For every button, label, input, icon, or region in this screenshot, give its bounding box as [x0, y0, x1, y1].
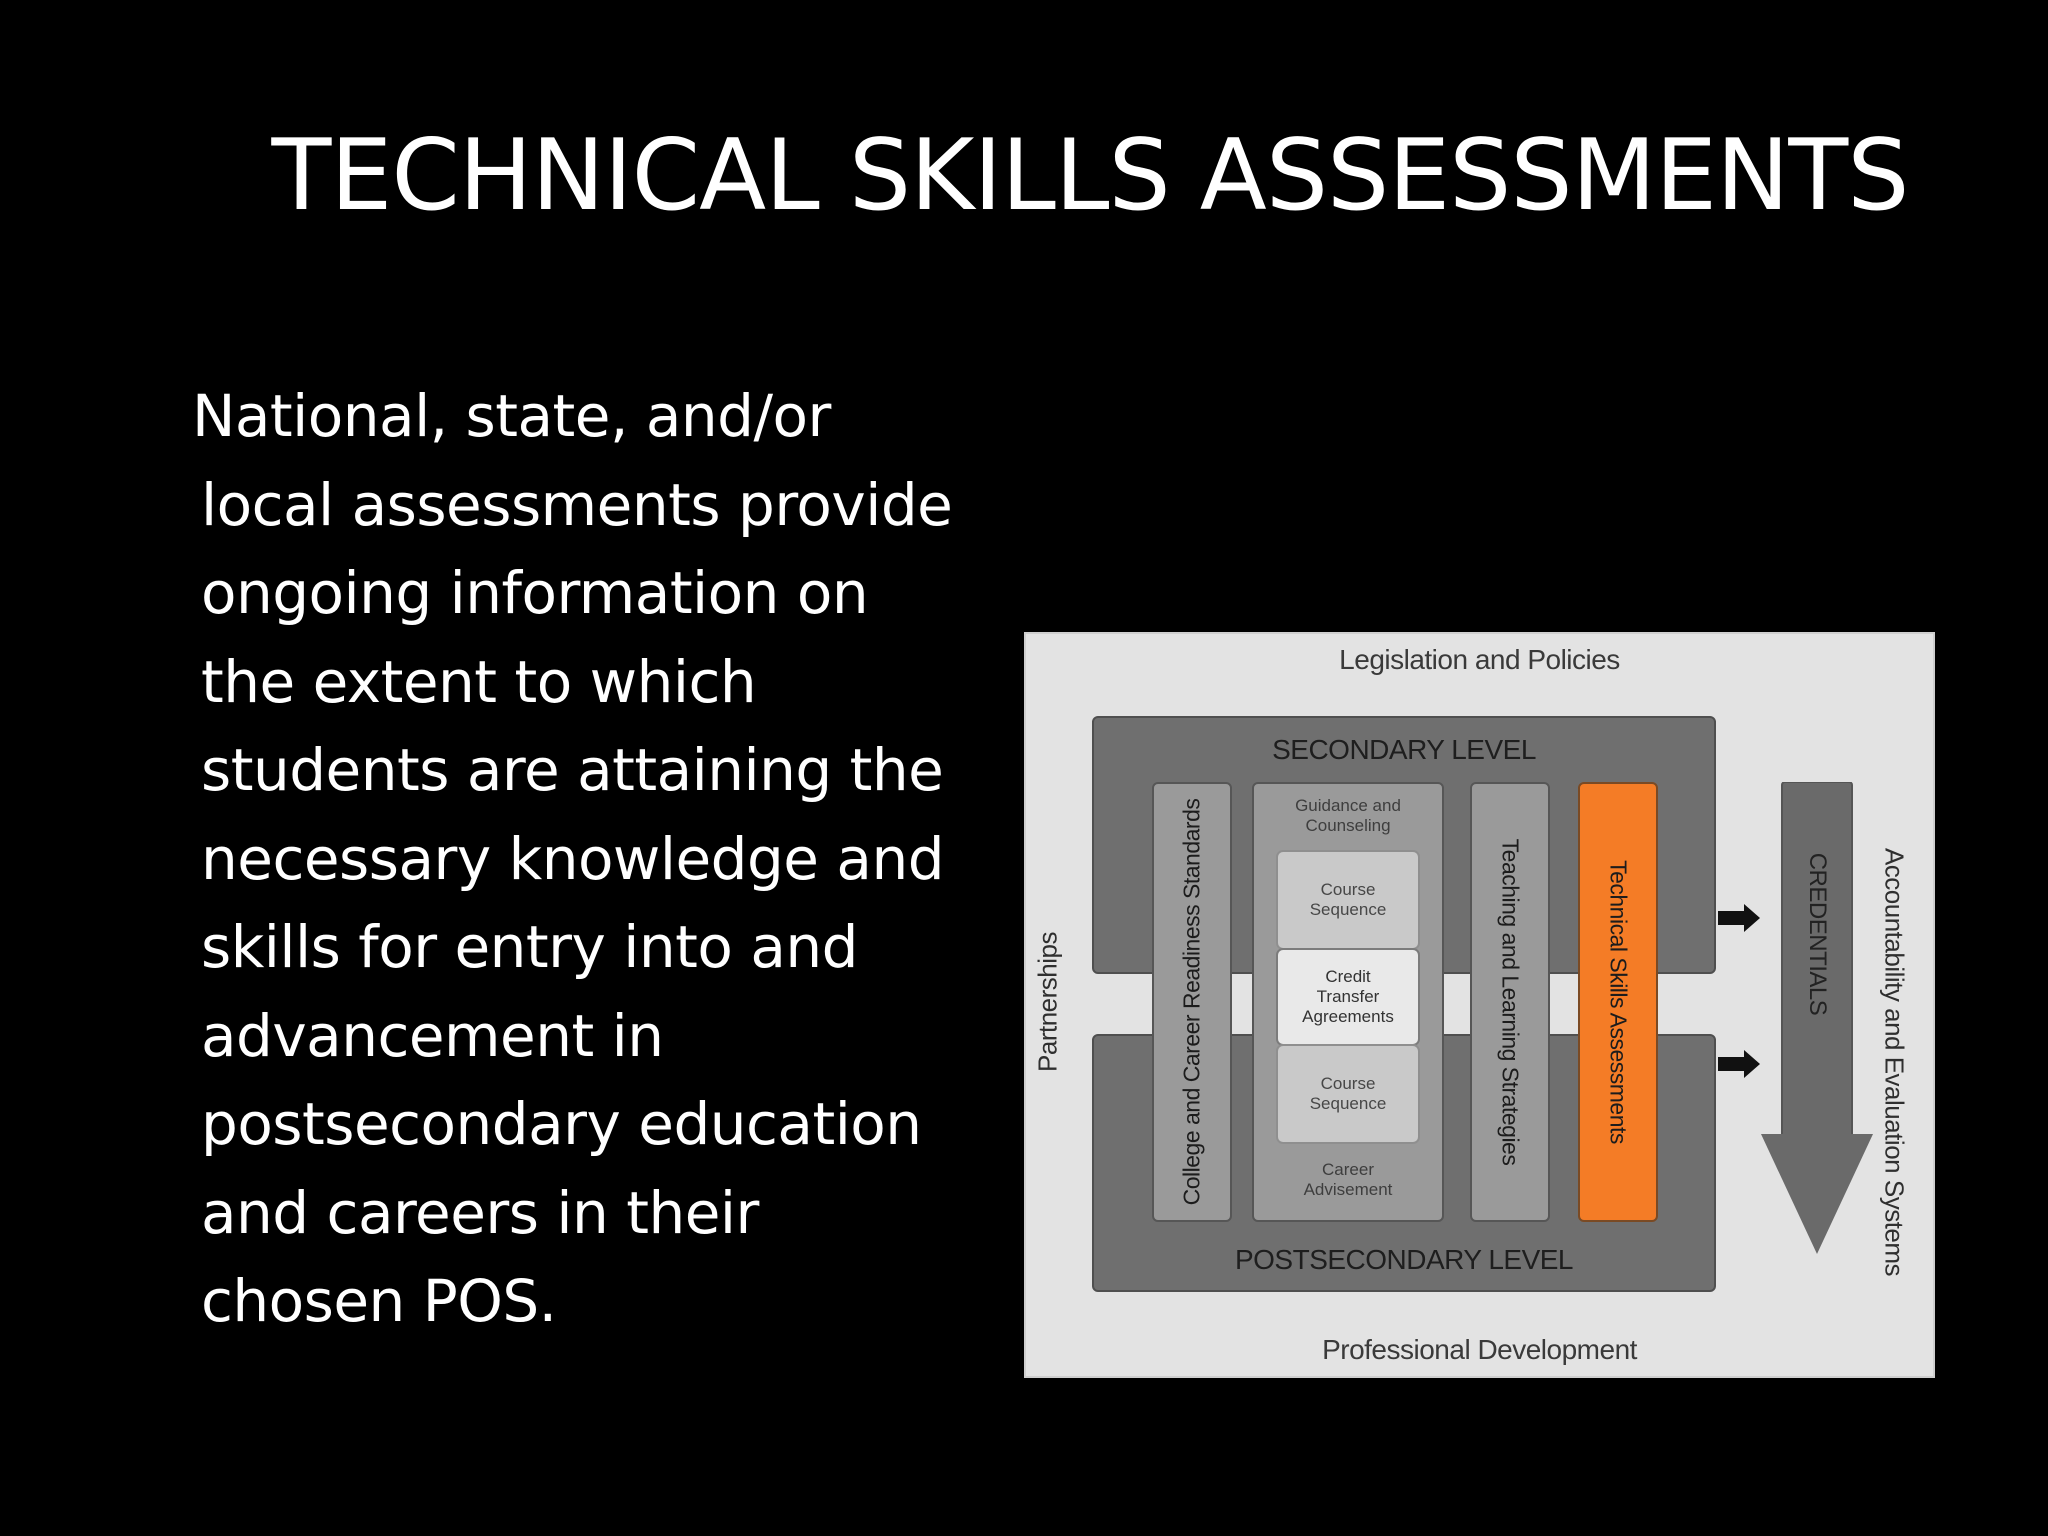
- body-line: advancement in: [201, 1001, 664, 1070]
- college-career-standards-label: College and Career Readiness Standards: [1178, 798, 1205, 1206]
- accountability-label: Accountability and Evaluation Systems: [1879, 847, 1910, 1277]
- technical-skills-label: Technical Skills Assessments: [1605, 860, 1632, 1144]
- credit-transfer-label: Credit Transfer Agreements: [1302, 967, 1394, 1026]
- body-line: local assessments provide: [201, 470, 953, 539]
- body-line: ongoing information on: [201, 559, 869, 627]
- course-sequence-card-top: [1276, 850, 1420, 950]
- partnerships-label: Partnerships: [1032, 932, 1063, 1072]
- body-line: students are attaining the: [201, 736, 944, 804]
- arrow-right-icon: [1718, 904, 1760, 932]
- course-sequence-card-bottom: [1276, 1044, 1420, 1144]
- body-text: [192, 372, 1012, 1346]
- body-line: the extent to which: [201, 647, 757, 716]
- postsecondary-level-label: POSTSECONDARY LEVEL: [1234, 1244, 1574, 1275]
- slide-title: TECHNICAL SKILLS ASSESSMENTS: [271, 119, 1909, 233]
- credentials-label: CREDENTIALS: [1804, 852, 1831, 1016]
- body-line: National, state, and/or: [192, 382, 831, 450]
- career-advisement-caption: Career Advisement: [1303, 1160, 1393, 1199]
- professional-development-label: Professional Development: [1322, 1334, 1637, 1365]
- college-career-standards-column: [1152, 782, 1232, 1222]
- body-line: skills for entry into and: [201, 913, 858, 981]
- course-sequence-top-label: Course Sequence: [1309, 880, 1387, 919]
- technical-skills-column: [1578, 782, 1658, 1222]
- body-line: postsecondary education: [201, 1090, 922, 1158]
- secondary-level-label: SECONDARY LEVEL: [1272, 734, 1536, 765]
- pos-framework-diagram: [1024, 632, 1935, 1378]
- teaching-learning-label: Teaching and Learning Strategies: [1497, 838, 1524, 1166]
- teaching-learning-column: [1470, 782, 1550, 1222]
- body-line: necessary knowledge and: [201, 824, 945, 893]
- arrow-right-icon: [1718, 1050, 1760, 1078]
- guidance-counseling-caption: Guidance and Counseling: [1295, 796, 1401, 835]
- center-column: [1252, 782, 1444, 1222]
- body-line: and careers in their: [201, 1178, 759, 1247]
- course-sequence-bottom-label: Course Sequence: [1309, 1074, 1387, 1113]
- legislation-label: Legislation and Policies: [1339, 644, 1620, 675]
- credit-transfer-card: [1276, 948, 1420, 1046]
- body-line: chosen POS.: [201, 1267, 557, 1335]
